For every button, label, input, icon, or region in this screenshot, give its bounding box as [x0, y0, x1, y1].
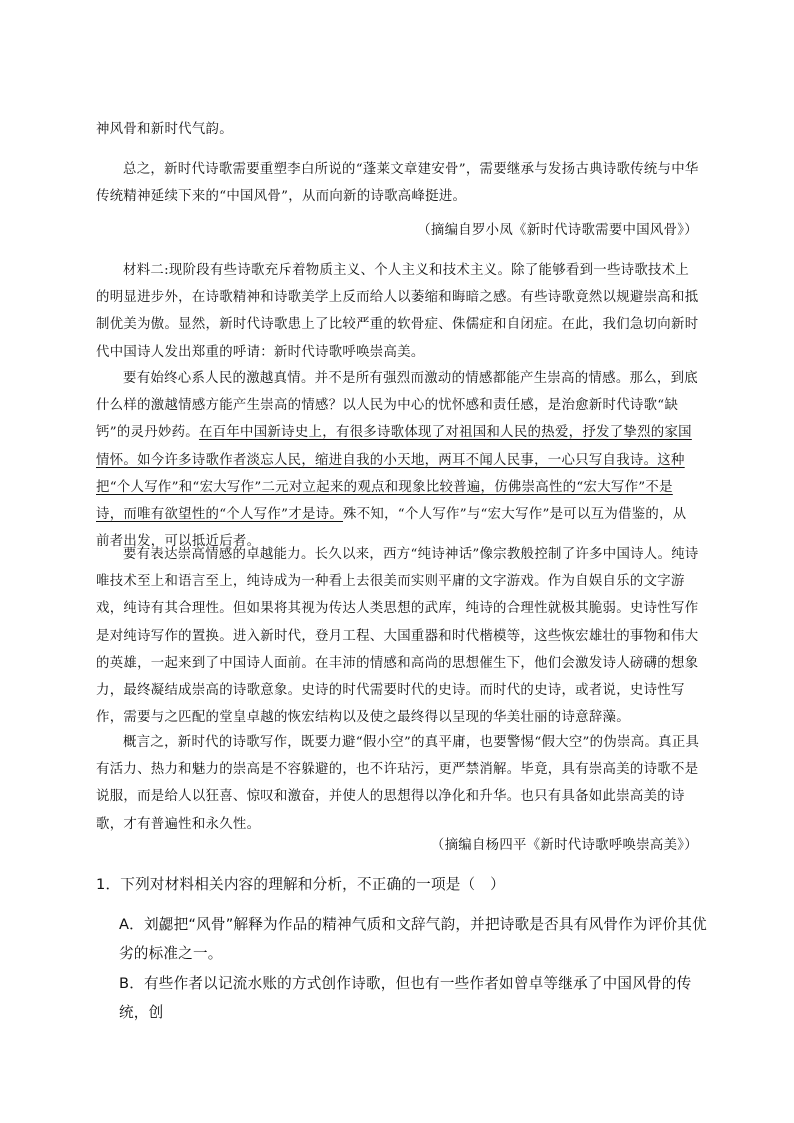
option-b: B．有些作者以记流水账的方式创作诗歌，但也有一些作者如曾卓等继承了中国风骨的传统，创 — [119, 975, 692, 1021]
underlined-passage: 在百年中国新诗史上，有很多诗歌体现了对祖国和人民的热爱，抒发了挚烈的家国情怀。如今许多诗歌作者淡忘人民，缩进自我的小天地，两耳不闻人民事，一心只写自我诗。这种把“个人写作”和“宏大写作”二元对立起来的观点和现象比较普遍，仿佛崇高性的“宏大写作”不是诗，而唯有欲望性的“个人写作”才是诗。 — [96, 425, 692, 523]
material2-paragraph-1: 材料二:现阶段有些诗歌充斥着物质主义、个人主义和技术主义。除了能够看到一些诗歌技术上的明显进步外，在诗歌精神和诗歌美学上反而给人以萎缩和晦暗之感。有些诗歌竟然以规避崇高和抵制优美为傲。显然，新时代诗歌患上了比较严重的软骨症、侏儒症和自闭症。在此，我们急切向新时代中国诗人发出郑重的呼请：新时代诗歌呼唤崇高美。 — [96, 263, 699, 360]
material1-tail: 神风骨和新时代气韵。 — [96, 122, 233, 137]
material2-paragraph-3: 要有表达崇高情感的卓越能力。长久以来，西方“纯诗神话”像宗教般控制了许多中国诗人。纯诗唯技术至上和语言至上，纯诗成为一种看上去很美而实则平庸的文字游戏。作为自娱自乐的文字游戏，纯诗有其合理性。但如果将其视为传达人类思想的武库，纯诗的合理性就极其脆弱。史诗性写作是对纯诗写作的置换。进入新时代，登月工程、大国重器和时代楷模等，这些恢宏雄壮的事物和伟大的英雄，一起来到了中国诗人面前。在丰沛的情感和高尚的思想催生下，他们会激发诗人磅礴的想象力，最终凝结成崇高的诗歌意象。史诗的时代需要时代的史诗。而时代的史诗，或者说，史诗性写作，需要与之匹配的堂皇卓越的恢宏结构以及使之最终得以呈现的华美壮丽的诗意辞藻。 — [96, 547, 699, 726]
question-1-stem: 1．下列对材料相关内容的理解和分析，不正确的一项是（ ） — [96, 876, 505, 893]
material1-summary: 总之，新时代诗歌需要重塑李白所说的“蓬莱文章建安骨”，需要继承与发扬古典诗歌传统与中华传统精神延续下来的“中国风骨”，从而向新的诗歌高峰挺进。 — [96, 162, 699, 205]
source-citation-2: （摘编自杨四平《新时代诗歌呼唤崇高美》） — [430, 838, 698, 853]
material2-paragraph-2 — [96, 365, 700, 555]
option-a: A．刘勰把“风骨”解释为作品的精神气质和文辞气韵，并把诗歌是否具有风骨作为评价其优劣的标准之一。 — [119, 916, 707, 962]
paragraph-2-intro: 要有始终心系人民的激越真情。并不是所有强烈而激动的情感都能产生崇高的情感。那么，到底什么样的激越情感方能产生崇高的情感？以人民为中心的忧怀感和责任感，是治愈新时代诗歌“缺钙”的灵丹妙药。 — [96, 371, 699, 441]
paragraph-2-ending: 殊不知，“个人写作”与“宏大写作”是可以互为借鉴的，从前者出发，可以抵近后者。 — [96, 507, 687, 550]
material2-paragraph-4: 概言之，新时代的诗歌写作，既要力避“假小空”的真平庸，也要警惕“假大空”的伪崇高。真正具有活力、热力和魅力的崇高是不容躲避的，也不许玷污，更严禁消解。毕竟，具有崇高美的诗歌不是说服，而是给人以狂喜、惊叹和激奋，并使人的思想得以净化和升华。也只有具备如此崇高美的诗歌，才有普遍性和永久性。 — [96, 735, 700, 832]
source-citation-1: （摘编自罗小凤《新时代诗歌需要中国风骨》） — [417, 223, 698, 238]
